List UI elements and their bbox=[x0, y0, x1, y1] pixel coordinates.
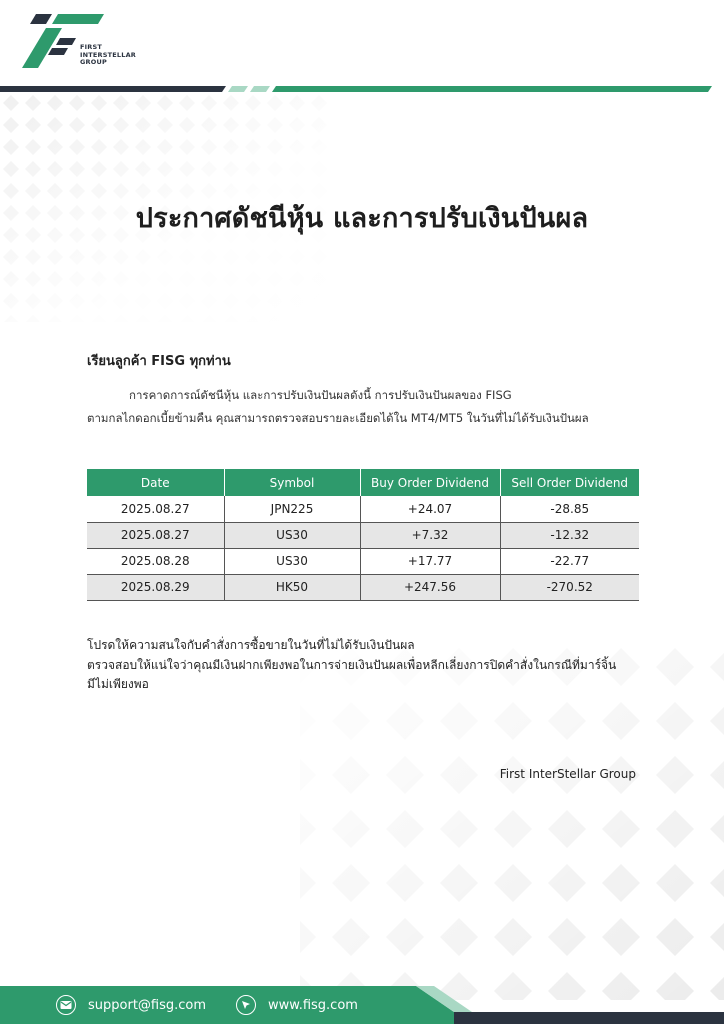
cell-symbol: US30 bbox=[224, 522, 360, 548]
dividend-table bbox=[87, 469, 639, 601]
cell-buy-dividend: +24.07 bbox=[360, 496, 500, 522]
cell-sell-dividend: -28.85 bbox=[500, 496, 639, 522]
cell-symbol: US30 bbox=[224, 548, 360, 574]
logo-wordmark: FIRST INTERSTELLAR GROUP bbox=[80, 43, 137, 66]
intro-line-2: ตามกลไกดอกเบี้ยข้ามคืน คุณสามารถตรวจสอบรายละเอียดได้ใน MT4/MT5 ในวันที่ไม่ได้รับเงินปันผล bbox=[87, 411, 589, 425]
table-row bbox=[87, 522, 639, 548]
column-header-date: Date bbox=[87, 469, 224, 496]
cell-date: 2025.08.28 bbox=[87, 548, 224, 574]
cell-buy-dividend: +7.32 bbox=[360, 522, 500, 548]
cell-date: 2025.08.27 bbox=[87, 522, 224, 548]
cell-buy-dividend: +17.77 bbox=[360, 548, 500, 574]
mail-icon bbox=[56, 995, 76, 1015]
cursor-icon bbox=[236, 995, 256, 1015]
cell-symbol: HK50 bbox=[224, 574, 360, 600]
table-row bbox=[87, 574, 639, 600]
cell-sell-dividend: -270.52 bbox=[500, 574, 639, 600]
cell-date: 2025.08.27 bbox=[87, 496, 224, 522]
intro-paragraph bbox=[87, 384, 647, 430]
column-header-buy-dividend: Buy Order Dividend bbox=[360, 469, 500, 496]
table-header-row bbox=[87, 469, 639, 496]
cell-date: 2025.08.29 bbox=[87, 574, 224, 600]
signature: First InterStellar Group bbox=[499, 767, 636, 781]
cell-sell-dividend: -22.77 bbox=[500, 548, 639, 574]
footer-website[interactable] bbox=[236, 995, 358, 1015]
note-line-3: มีไม่เพียงพอ bbox=[87, 677, 149, 691]
note-line-1: โปรดให้ความสนใจกับคำสั่งการซื้อขายในวันที่ไม่ได้รับเงินปันผล bbox=[87, 638, 415, 652]
column-header-sell-dividend: Sell Order Dividend bbox=[500, 469, 639, 496]
intro-line-1: การคาดการณ์ดัชนีหุ้น และการปรับเงินปันผลดังนี้ การปรับเงินปันผลของ FISG bbox=[129, 388, 512, 402]
table-row bbox=[87, 496, 639, 522]
header-stripe bbox=[0, 86, 724, 94]
cell-sell-dividend: -12.32 bbox=[500, 522, 639, 548]
table-row bbox=[87, 548, 639, 574]
greeting: เรียนลูกค้า FISG ทุกท่าน bbox=[87, 354, 231, 369]
cell-buy-dividend: +247.56 bbox=[360, 574, 500, 600]
notes-paragraph bbox=[87, 636, 647, 695]
column-header-symbol: Symbol bbox=[224, 469, 360, 496]
footer-website-text[interactable]: www.fisg.com bbox=[268, 997, 358, 1013]
cell-symbol: JPN225 bbox=[224, 496, 360, 522]
note-line-2: ตรวจสอบให้แน่ใจว่าคุณมีเงินฝากเพียงพอในการจ่ายเงินปันผลเพื่อหลีกเลี่ยงการปิดคำสั่งในกรณีที่มาร์จิ้น bbox=[87, 657, 617, 672]
footer-email-text[interactable]: support@fisg.com bbox=[88, 997, 207, 1013]
footer-email[interactable] bbox=[56, 995, 206, 1015]
page-title: ประกาศดัชนีหุ้น และการปรับเงินปันผล bbox=[135, 203, 589, 234]
